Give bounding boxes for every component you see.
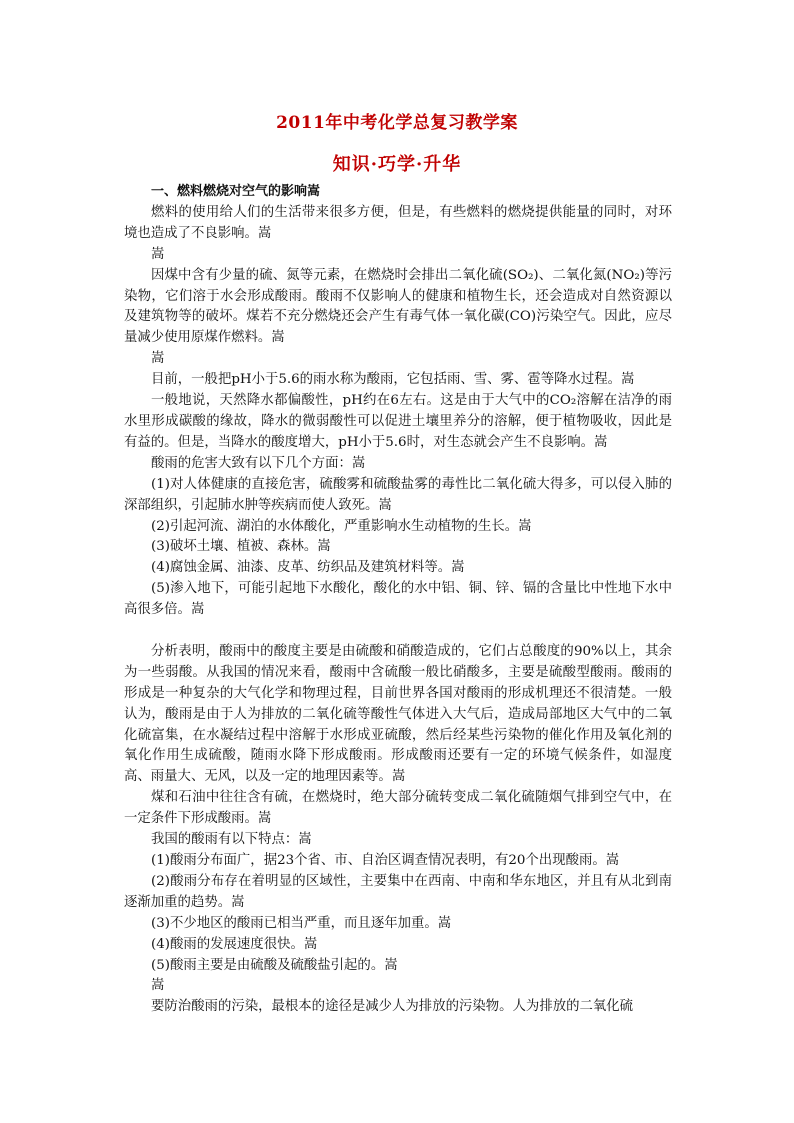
list-item: (3)破坏土壤、植被、森林。嵩 [151,539,331,555]
spacer [124,621,672,642]
list-item: (1)对人体健康的直接危害，硫酸雾和硫酸盐雾的毒性比二氧化硫大得多，可以侵入肺的深部组织，引起肺水肿等疾病而使人致死。嵩 [124,476,672,513]
paragraph: 因煤中含有少量的硫、氮等元素，在燃烧时会排出二氧化硫(SO₂)、二氧化氮(NO₂)等污染物，它们溶于水会形成酸雨。酸雨不仅影响人的健康和植物生长，还会造成对自然资源以及建筑物等的破坏。煤若不充分燃烧还会产生有毒气体一氧化碳(CO)污染空气。因此，应尽量减少使用原煤作燃料。嵩 [124,267,672,346]
document-title: 2011年中考化学总复习教学案 [276,113,518,133]
paragraph: 我国的酸雨有以下特点：嵩 [151,832,312,848]
paragraph-mark: 嵩 [151,351,165,367]
list-item: (4)酸雨的发展速度很快。嵩 [151,936,318,952]
list-item: (2)酸雨分布存在着明显的区域性，主要集中在西南、中南和华东地区，并且有从北到南逐渐加重的趋势。嵩 [124,873,672,910]
list-item: (4)腐蚀金属、油漆、皮革、纺织品及建筑材料等。嵩 [151,560,465,576]
list-item: (1)酸雨分布面广，据23个省、市、自治区调查情况表明，有20个出现酸雨。嵩 [151,852,620,868]
section-heading: 一、燃料燃烧对空气的影响嵩 [151,184,321,199]
paragraph: 酸雨的危害大致有以下几个方面：嵩 [151,455,366,471]
paragraph-mark: 嵩 [151,246,165,262]
list-item: (2)引起河流、湖泊的水体酸化，严重影响水生动植物的生长。嵩 [151,518,532,534]
list-item: (5)酸雨主要是由硫酸及硫酸盐引起的。嵩 [151,957,398,973]
document-body [124,182,672,1018]
paragraph: 燃料的使用给人们的生活带来很多方便，但是，有些燃料的燃烧提供能量的同时，对环境也造成了不良影响。嵩 [124,204,672,241]
paragraph-mark: 嵩 [151,978,165,994]
paragraph: 一般地说，天然降水都偏酸性，pH约在6左右。这是由于大气中的CO₂溶解在洁净的雨水里形成碳酸的缘故，降水的微弱酸性可以促进土壤里养分的溶解，便于植物吸收，因此是有益的。但是，当降水的酸度增大，pH小于5.6时，对生态就会产生不良影响。嵩 [124,393,672,450]
paragraph: 煤和石油中往往含有硫，在燃烧时，绝大部分硫转变成二氧化硫随烟气排到空气中，在一定条件下形成酸雨。嵩 [124,790,672,827]
paragraph: 要防治酸雨的污染，最根本的途径是减少人为排放的污染物。人为排放的二氧化硫 [151,999,634,1015]
list-item: (3)不少地区的酸雨已相当严重，而且逐年加重。嵩 [151,915,452,931]
paragraph: 目前，一般把pH小于5.6的雨水称为酸雨，它包括雨、雪、雾、雹等降水过程。嵩 [151,372,635,388]
paragraph: 分析表明，酸雨中的酸度主要是由硫酸和硝酸造成的，它们占总酸度的90%以上，其余为一些弱酸。从我国的情况来看，酸雨中含硫酸一般比硝酸多，主要是硫酸型酸雨。酸雨的形成是一种复杂的大气化学和物理过程，目前世界各国对酸雨的形成机理还不很清楚。一般认为，酸雨是由于人为排放的二氧化硫等酸性气体进入大气后，造成局部地区大气中的二氧化硫富集，在水凝结过程中溶解于水形成亚硫酸，然后经某些污染物的催化作用及氧化剂的氧化作用生成硫酸，随雨水降下形成酸雨。形成酸雨还要有一定的环境气候条件，如湿度高、雨量大、无风，以及一定的地理因素等。嵩 [124,643,672,785]
document-subtitle: 知识·巧学·升华 [332,154,462,175]
list-item: (5)渗入地下，可能引起地下水酸化，酸化的水中铝、铜、锌、镉的含量比中性地下水中高很多倍。嵩 [124,581,672,618]
